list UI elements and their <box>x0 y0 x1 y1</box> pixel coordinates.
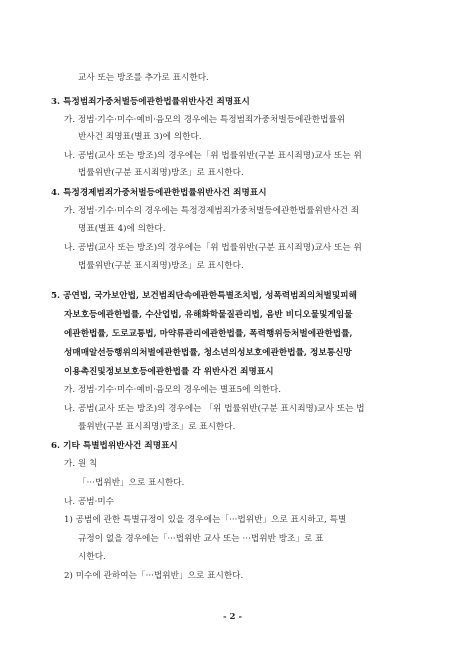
text-line: 가. 정범·기수·미수의 경우에는 특정경제범죄가중처벌등에관한법률위반사건 죄 <box>64 206 360 216</box>
text-line: 나. 공범(교사 또는 방조)의 경우에는 「위 법률위반(구분 표시죄명)교사 또는 법 <box>64 404 365 414</box>
text-line: 률위반(구분 표시죄명)방조」로 표시한다. <box>78 422 236 432</box>
text-line: 1) 공범에 관한 특별규정이 있을 경우에는「···법위반」으로 표시하고, 특별 <box>64 515 347 525</box>
text-line: 법률위반(구분 표시죄명)방조」로 표시한다. <box>78 261 244 271</box>
text-line: 나. 공범·미수 <box>64 497 115 507</box>
text-line: 2) 미수에 관하여는「···법위반」으로 표시한다. <box>64 571 244 581</box>
text-line: 가. 정범·기수·미수·예비·음모의 경우에는 별표5에 의한다. <box>64 385 282 395</box>
section-5-heading-cont: 자보호등에관한법률, 수산업법, 유해화학물질관리법, 음반 비디오물및게임물 <box>64 310 353 320</box>
section-5-heading-cont: 이용촉진및정보보호등에관한법률 각 위반사건 죄명표시 <box>64 367 274 377</box>
text-line: 명표(별표 4)에 의한다. <box>78 224 166 234</box>
text-line: 나. 공범(교사 또는 방조)의 경우에는「위 법률위반(구분 표시죄명)교사 또는 위 <box>64 243 362 253</box>
text-line: 교사 또는 방조를 추가로 표시한다. <box>78 73 209 83</box>
section-5-heading: 5. 공연법, 국가보안법, 보건범죄단속에관한특별조치법, 성폭력범죄의처벌및피해 <box>51 291 357 301</box>
section-3-heading: 3. 특정범죄가중처벌등에관한법률위반사건 죄명표시 <box>51 97 250 107</box>
section-5-heading-cont: 성매매알선등행위의처벌에관한법률, 청소년의성보호에관한법률, 정보통신망 <box>64 348 352 358</box>
text-line: 법률위반(구분 표시죄명)방조」로 표시한다. <box>78 168 244 178</box>
section-4-heading: 4. 특정경제범죄가중처벌등에관한법률위반사건 죄명표시 <box>51 188 267 198</box>
text-line: 「···법위반」으로 표시한다. <box>78 478 185 488</box>
text-line: 반사건 죄명표(별표 3)에 의한다. <box>78 132 202 142</box>
page-number: - 2 - <box>222 612 243 622</box>
text-line: 시한다. <box>78 552 106 562</box>
text-line: 나. 공범(교사 또는 방조)의 경우에는「위 법률위반(구분 표시죄명)교사 또는 위 <box>64 151 362 161</box>
text-line: 규정이 없을 경우에는「···법위반 교사 또는 ···법위반 방조」로 표 <box>78 534 324 544</box>
text-line: 가. 정범·기수·미수·예비·음모의 경우에는 특정범죄가중처벌등에관한법률위 <box>64 115 346 125</box>
text-line: 가. 원 칙 <box>64 459 98 469</box>
section-5-heading-cont: 에관한법률, 도로교통법, 마약류관리에관한법률, 폭력행위등처벌에관한법률, <box>64 329 353 339</box>
section-6-heading: 6. 기타 특별법위반사건 죄명표시 <box>51 441 178 451</box>
